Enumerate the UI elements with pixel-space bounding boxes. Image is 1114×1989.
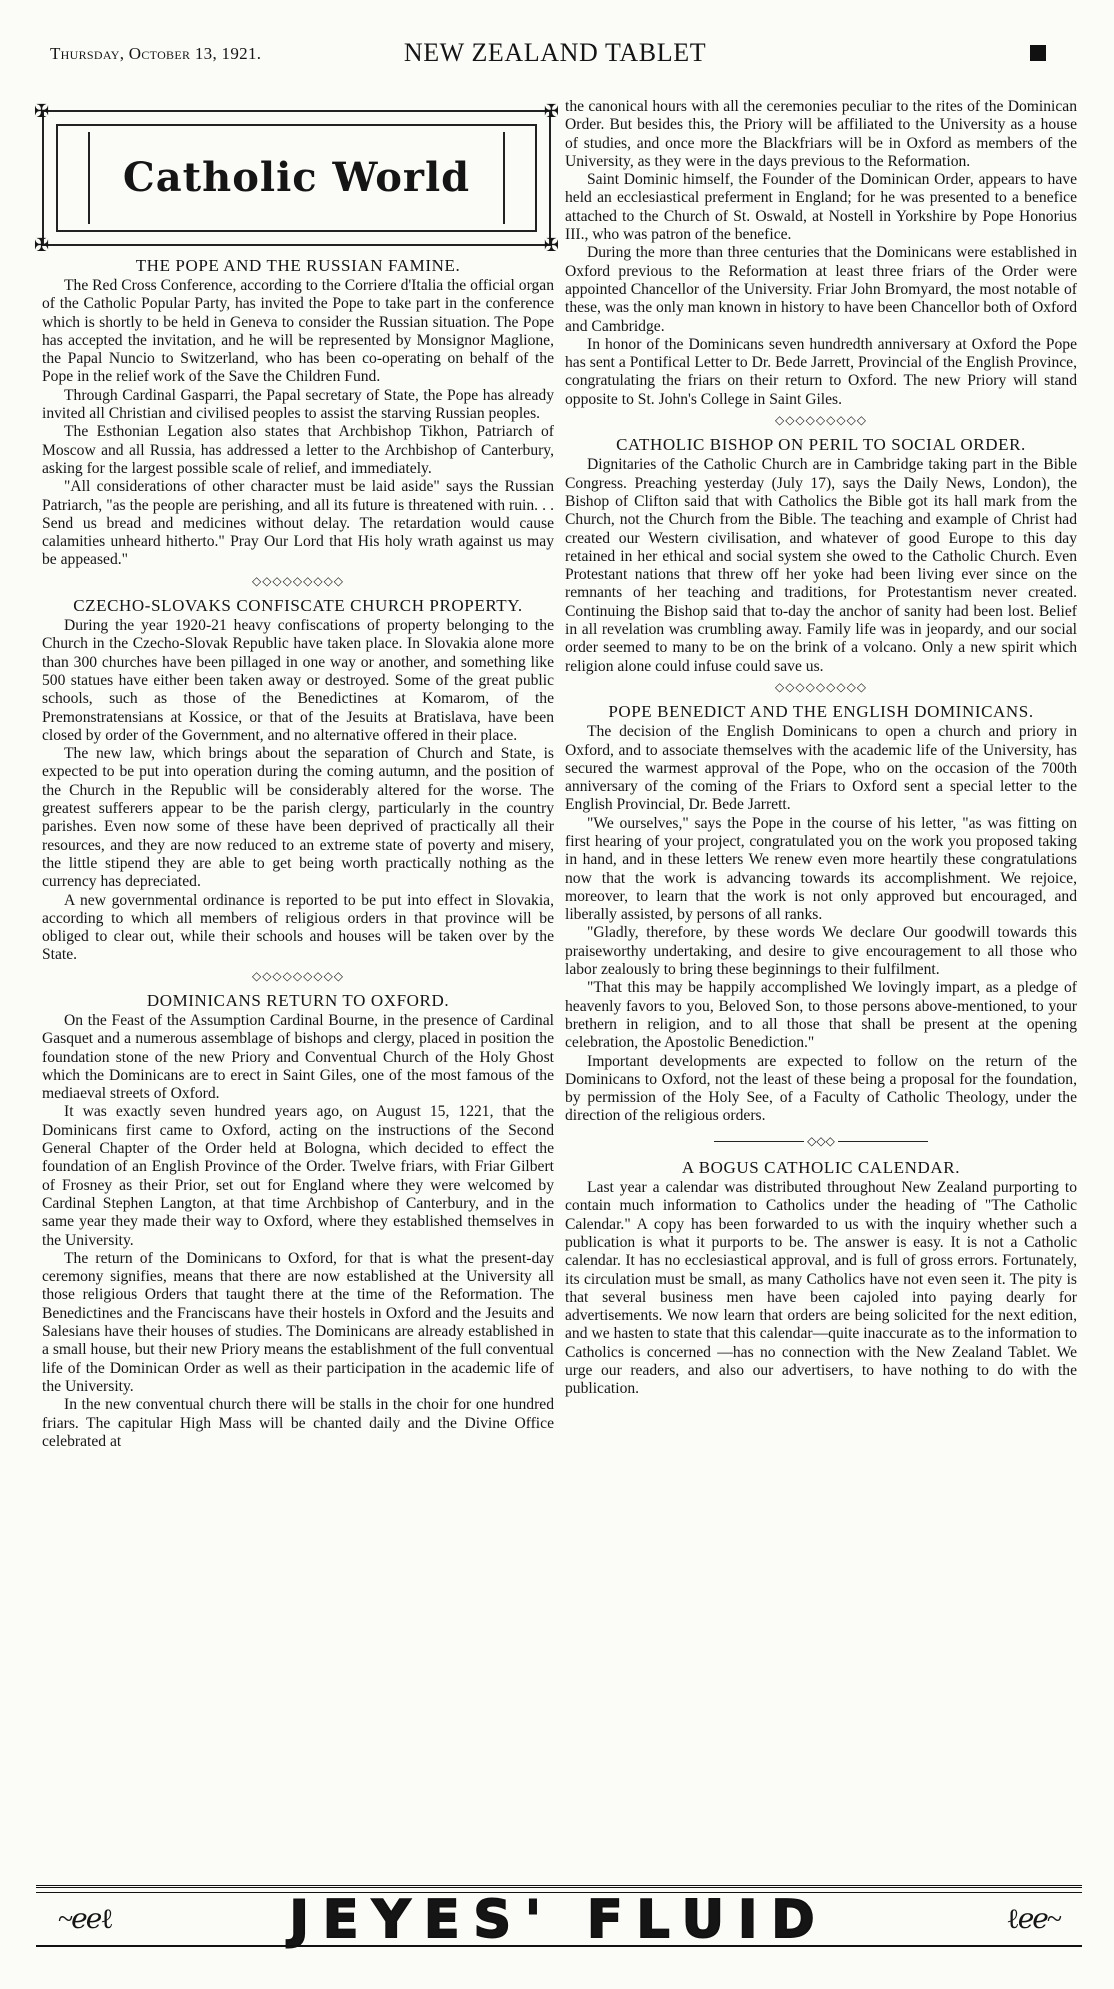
article-paragraph: The decision of the English Dominicans to open a church and priory in Oxford, and to associate themselves with the academic life of the University, has secured the warmest approval of the Pope, who on the occasion of the 700th anniversary of the coming of the Friars to Oxford sent a special letter to the English Provincial, Dr. Bede Jarrett. bbox=[565, 723, 1077, 814]
advert-bottom-rule bbox=[36, 1945, 1082, 1947]
advertisement-text: JEYES' FLUID bbox=[289, 1890, 829, 1950]
cross-ornament-icon: ✠ bbox=[34, 101, 50, 121]
small-diamonds: ◇◇◇ bbox=[807, 1133, 835, 1148]
issue-date: Thursday, October 13, 1921. bbox=[50, 44, 262, 63]
article-paragraph: "That this may be happily accomplished We lovingly impart, as a pledge of heavenly favors to you, Beloved Son, to those persons above-mentioned, to your brethern in religion, and to all those that shall be present at the opening celebration, the Apostolic Benediction." bbox=[565, 979, 1077, 1052]
article-paragraph: The Red Cross Conference, according to the Corriere d'Italia the official organ of the Catholic Popular Party, has invited the Pope to take part in the conference which is shortly to be held in Geneva to consider the Russian situation. The Pope has accepted the invitation, and he will be represented by Monsignor Maglione, the Papal Nuncio to Switzerland, who has been co-operating on behalf of the Pope in the relief work of the Save the Children Fund. bbox=[42, 277, 554, 386]
article-heading-benedict: POPE BENEDICT AND THE ENGLISH DOMINICANS. bbox=[608, 702, 1034, 722]
diamond-separator: ◇◇◇◇◇◇◇◇◇ bbox=[251, 573, 345, 588]
diamond-separator: ◇◇◇◇◇◇◇◇◇ bbox=[251, 968, 345, 983]
section-title: Catholic World bbox=[122, 153, 471, 201]
article-paragraph: During the more than three centuries that the Dominicans were established in Oxford previous to the Reformation at least three friars of the Order were appointed Chancellor of the University. Friar John Bromyard, the most notable of these, was the only man known in history to have been Chancellor both of Oxford and Cambridge. bbox=[565, 244, 1077, 335]
article-heading-bishop: CATHOLIC BISHOP ON PERIL TO SOCIAL ORDER. bbox=[616, 435, 1026, 455]
article-paragraph: Through Cardinal Gasparri, the Papal secretary of State, the Pope has already invited all Christian and civilised peoples to assist the starving Russian peoples. bbox=[42, 386, 554, 423]
article-paragraph: The return of the Dominicans to Oxford, for that is what the present-day ceremony signifies, means that there are now established at the University all those religious Orders that taught there at the time of the Reformation. The Benedictines and the Franciscans have their hostels in Oxford and the Jesuits and Salesians have their houses of studies. The Dominicans are already established in a small house, but their new Priory means the establishment of the full conventual life of the Dominican Order as well as their participation in the academic life of the University. bbox=[42, 1249, 554, 1395]
article-paragraph: Saint Dominic himself, the Founder of the Dominican Order, appears to have held an ecclesiastical preferment in England; for he was presented to a benefice attached to the Church of St. Oswald, at Nostell in Yorkshire by Pope Honorius III., who was patron of the benefice. bbox=[565, 171, 1077, 244]
left-column bbox=[34, 98, 559, 1451]
article-heading-calendar: A BOGUS CATHOLIC CALENDAR. bbox=[681, 1158, 961, 1178]
rule-line bbox=[714, 1141, 804, 1142]
article-paragraph: A new governmental ordinance is reported to be put into effect in Slovakia, according to which all members of religious orders in that province will be obliged to clear out, while their schools and houses will be taken over by the State. bbox=[42, 891, 554, 964]
article-paragraph: It was exactly seven hundred years ago, on August 15, 1221, that the Dominicans first came to Oxford, acting on the instructions of the Second General Chapter of the Order held at Bologna, which decided to effect the foundation of an English Province of the Order. Twelve friars, with Friar Gilbert of Frosney as their Prior, set out for England where they were welcomed by Cardinal Stephen Langton, at that time Archbishop of Canterbury, and in the same year they made their way to Oxford, where they established themselves in the University. bbox=[42, 1103, 554, 1249]
article-paragraph: Important developments are expected to follow on the return of the Dominicans to Oxford, not the least of these being a proposal for the foundation, by permission of the Holy See, of a Faculty of Catholic Theology, under the direction of the religious orders. bbox=[565, 1052, 1077, 1125]
rule-separator bbox=[565, 1132, 1077, 1150]
cross-ornament-icon: ✠ bbox=[543, 235, 559, 255]
flourish-ornament-icon: ℓℯℯ~ bbox=[1006, 1904, 1060, 1935]
article-paragraph: The Esthonian Legation also states that Archbishop Tikhon, Patriarch of Moscow and all Russia, has addressed a letter to the Archbishop of Canterbury, asking for the largest possible scale of relief, and immediately. bbox=[42, 423, 554, 477]
cross-ornament-icon: ✠ bbox=[543, 101, 559, 121]
article-paragraph: "We ourselves," says the Pope in the course of his letter, "as was fitting on first hearing of your project, congratulated you on the work you proposed taking in hand, and in these letters We renew even more heartily these congratulations now that the work is advancing towards its accomplishment. We rejoice, moreover, to learn that the work is not only approved but encouraged, and liberally assisted, by persons of all ranks. bbox=[565, 814, 1077, 924]
article-continuation: the canonical hours with all the ceremonies peculiar to the rites of the Dominican Order. But besides this, the Priory will be affiliated to the University as a house of studies, and once more the Blackfriars will be in Oxford as members of the University, as they were in the days previous to the Reformation. bbox=[565, 98, 1077, 170]
diamond-separator: ◇◇◇◇◇◇◇◇◇ bbox=[774, 679, 868, 694]
article-paragraph: Last year a calendar was distributed throughout New Zealand purporting to contain much information to Catholics under the heading of "The Catholic Calendar." A copy has been forwarded to us with the inquiry whether such a publication is what it purports to be. The answer is easy. It is not a Catholic calendar. It has no ecclesiastical approval, and is full of gross errors. Fortunately, its circulation must be small, as many Catholics have not even seen it. The pity is that several business men have been cajoled into paying dearly for advertisements. We now learn that orders are being solicited for the next edition, and we hasten to state that this calendar—quite inaccurate as to the information to Catholics is concerned —has no connection with the New Zealand Tablet. We urge our readers, and also our advertisers, to have nothing to do with the publication. bbox=[565, 1179, 1077, 1398]
catholic-world-banner bbox=[34, 101, 559, 255]
cross-ornament-icon: ✠ bbox=[34, 235, 50, 255]
article-paragraph: In the new conventual church there will be stalls in the choir for one hundred friars. The capitular High Mass will be chanted daily and the Divine Office celebrated at bbox=[42, 1396, 554, 1450]
article-paragraph: The new law, which brings about the separation of Church and State, is expected to be put into operation during the coming autumn, and the position of the Church in the Republic will be considerably altered for the worse. The greatest sufferers appear to be the parish clergy, particularly in the country parishes. Even now some of these have been deprived of practically all their resources, and they are now reduced to an extreme state of poverty and misery, the little stipend they are able to get being worth practically nothing as the currency has depreciated. bbox=[42, 745, 554, 891]
page-header bbox=[50, 36, 1060, 70]
page-number-mark bbox=[1030, 42, 1046, 62]
article-paragraph: Dignitaries of the Catholic Church are in Cambridge taking part in the Bible Congress. Preaching yesterday (July 17), says the Daily News, London), the Bishop of Clifton said that with Catholics the Bible got its hall mark from the Church, not the Church from the Bible. The teaching and example of Christ had created our Western civilisation, and whatever of good Europe to this day retained in her ethical and social system she owed to the Catholic Church. Even Protestant nations that threw off her yoke had been living ever since on the remnants of her teaching and traditions, for Protestantism never created. Continuing the Bishop said that to-day the anchor of sanity had been lost. Belief in all revelation was crumbling away. Family life was in jeopardy, and our social order seemed to many to be on the brink of a volcano. Only a new spirit which religion alone could infuse could save us. bbox=[565, 456, 1077, 675]
flourish-ornament-icon: ~ℯℯℓ bbox=[58, 1904, 112, 1935]
rule-line bbox=[838, 1141, 928, 1142]
masthead-title: NEW ZEALAND TABLET bbox=[403, 38, 707, 67]
article-paragraph: In honor of the Dominicans seven hundredth anniversary at Oxford the Pope has sent a Pontifical Letter to Dr. Bede Jarrett, Provincial of the English Province, congratulating the friars on their return to Oxford. The new Priory will stand opposite to St. John's College in Saint Giles. bbox=[565, 335, 1077, 408]
right-column bbox=[565, 98, 1077, 1399]
diamond-separator: ◇◇◇◇◇◇◇◇◇ bbox=[774, 413, 868, 428]
article-heading-czecho: CZECHO-SLOVAKS CONFISCATE CHURCH PROPERTY. bbox=[73, 596, 523, 616]
article-heading-oxford: DOMINICANS RETURN TO OXFORD. bbox=[146, 990, 450, 1010]
banner-plate bbox=[88, 132, 505, 224]
article-paragraph: "Gladly, therefore, by these words We declare Our goodwill towards this praiseworthy undertaking, and desire to give encouragement to all those who labor zealously to bring these beginnings to their fulfilment. bbox=[565, 924, 1077, 979]
article-paragraph: During the year 1920-21 heavy confiscations of property belonging to the Church in the Czecho-Slovak Republic have taken place. In Slovakia alone more than 300 churches have been pillaged in one way or another, and something like 500 statues have either been taken away or destroyed. Some of the great public schools, such as those of the Benedictines at Komarom, of the Premonstratensians at Kossice, or that of the Jesuits at Bratislava, have been closed by order of the Government, and no alternative offered in their place. bbox=[42, 617, 554, 744]
advertisement-banner bbox=[36, 1890, 1082, 1950]
article-paragraph: "All considerations of other character must be laid aside" says the Russian Patriarch, "as the people are perishing, and all its future is threatened with ruin. . . Send us bread and medicines without delay. The retardation would cause calamities unheard hitherto." Pray Our Lord that His holy wrath against us may be appeased." bbox=[42, 478, 554, 569]
article-heading-famine: THE POPE AND THE RUSSIAN FAMINE. bbox=[135, 256, 461, 275]
article-paragraph: On the Feast of the Assumption Cardinal Bourne, in the presence of Cardinal Gasquet and a numerous assemblage of bishops and clergy, placed in position the foundation stone of the new Priory and Conventual Church of the Holy Ghost which the Dominicans are to erect in Saint Giles, one of the most famous of the mediaeval streets of Oxford. bbox=[42, 1011, 554, 1103]
